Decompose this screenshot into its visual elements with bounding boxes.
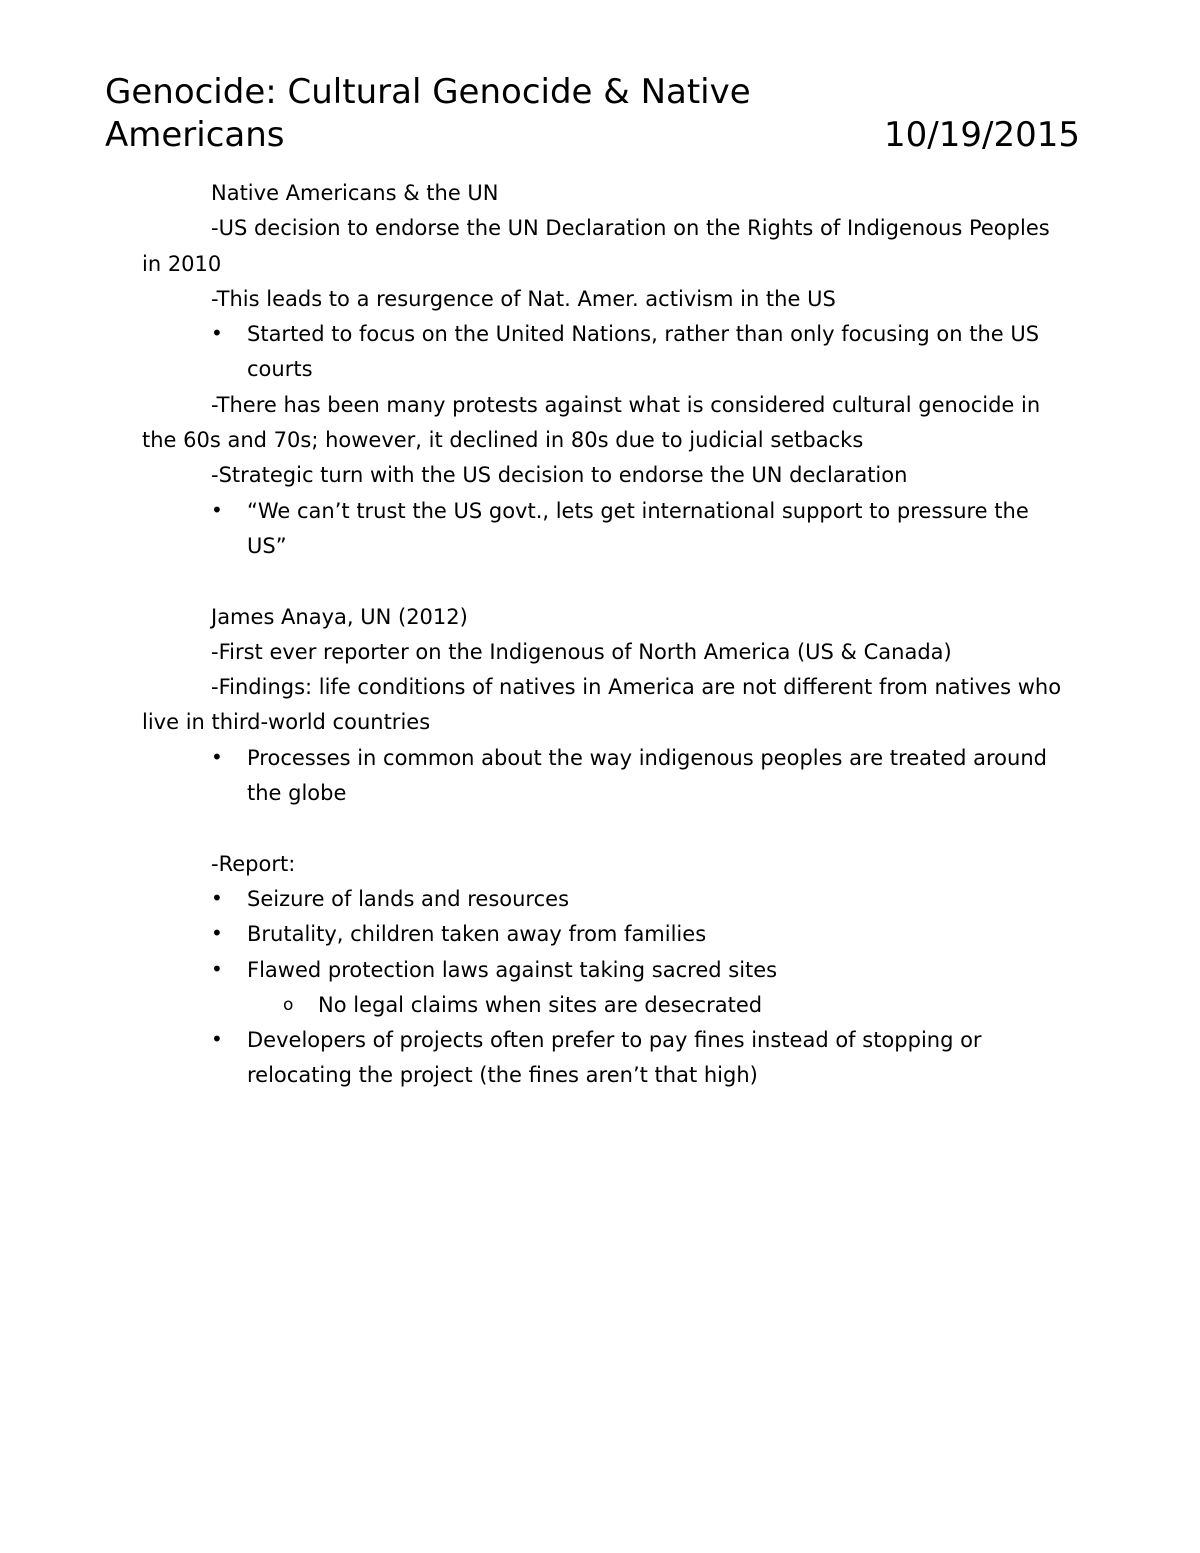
note-date: 10/19/2015	[884, 115, 1080, 155]
paragraph	[0, 847, 1062, 882]
notes-body	[0, 176, 1200, 1129]
paragraph	[0, 176, 1062, 211]
bullet-text: “We can’t trust the US govt., lets get international support to pressure the US”	[247, 498, 1029, 558]
bullet-icon: •	[211, 885, 223, 910]
bullet-icon: •	[211, 921, 223, 946]
empty-paragraph	[0, 564, 1062, 599]
bullet-item	[0, 882, 1062, 917]
bullet-text: Seizure of lands and resources	[247, 886, 570, 911]
bullet-text: Processes in common about the way indigenous peoples are treated around the globe	[247, 745, 1047, 806]
bullet-item	[0, 1023, 1062, 1094]
paragraph	[0, 211, 1062, 282]
bullet-text: Started to focus on the United Nations, rather than only focusing on the US courts	[247, 322, 1040, 382]
paragraph-text: -This leads to a resurgence of Nat. Amer. activism in the US	[211, 286, 836, 311]
note-title: Genocide: Cultural Genocide & Native	[105, 72, 751, 112]
paragraph	[0, 635, 1062, 670]
hollow-bullet-icon: o	[283, 994, 294, 1015]
paragraph	[0, 282, 1062, 317]
sub-bullet-text: No legal claims when sites are desecrated	[318, 992, 763, 1017]
paragraph-text: Native Americans & the UN	[211, 181, 499, 205]
bullet-item	[0, 953, 1062, 988]
bullet-item	[0, 317, 1062, 388]
paragraph-text: -First ever reporter on the Indigenous of North America (US & Canada)	[211, 639, 952, 664]
bullet-item	[0, 917, 1062, 952]
paragraph-text: -Report:	[211, 851, 296, 876]
bullet-item	[0, 741, 1062, 812]
sub-bullet-item	[0, 988, 1062, 1023]
bullet-icon: •	[211, 321, 223, 346]
paragraph-text: -There has been many protests against what is considered cultural genocide in the 60s and 70s; however, it declined in 80s due to judicial setbacks	[142, 392, 1041, 453]
paragraph-text: -Findings: life conditions of natives in America are not different from natives who live in third-world countries	[142, 675, 1062, 735]
note-title-continued: Americans	[105, 115, 285, 155]
bullet-text: Developers of projects often prefer to pay fines instead of stopping or relocating the project (the fines aren’t that high)	[247, 1028, 982, 1088]
bullet-item	[0, 494, 1062, 565]
empty-paragraph	[0, 1094, 1062, 1129]
paragraph	[0, 670, 1062, 741]
bullet-icon: •	[211, 497, 223, 522]
blank-line	[0, 811, 1200, 846]
bullet-icon: •	[211, 744, 223, 769]
paragraph	[0, 388, 1062, 459]
paragraph-text: -US decision to endorse the UN Declaration on the Rights of Indigenous Peoples in 2010	[142, 216, 1050, 276]
bullet-text: Flawed protection laws against taking sacred sites	[247, 957, 778, 982]
bullet-text: Brutality, children taken away from families	[247, 922, 707, 947]
paragraph-text: -Strategic turn with the US decision to endorse the UN declaration	[211, 463, 908, 488]
bullet-icon: •	[211, 1027, 223, 1052]
bullet-icon: •	[211, 956, 223, 981]
paragraph	[0, 600, 1062, 635]
paragraph	[0, 458, 1062, 493]
paragraph-text: James Anaya, UN (2012)	[211, 604, 468, 629]
